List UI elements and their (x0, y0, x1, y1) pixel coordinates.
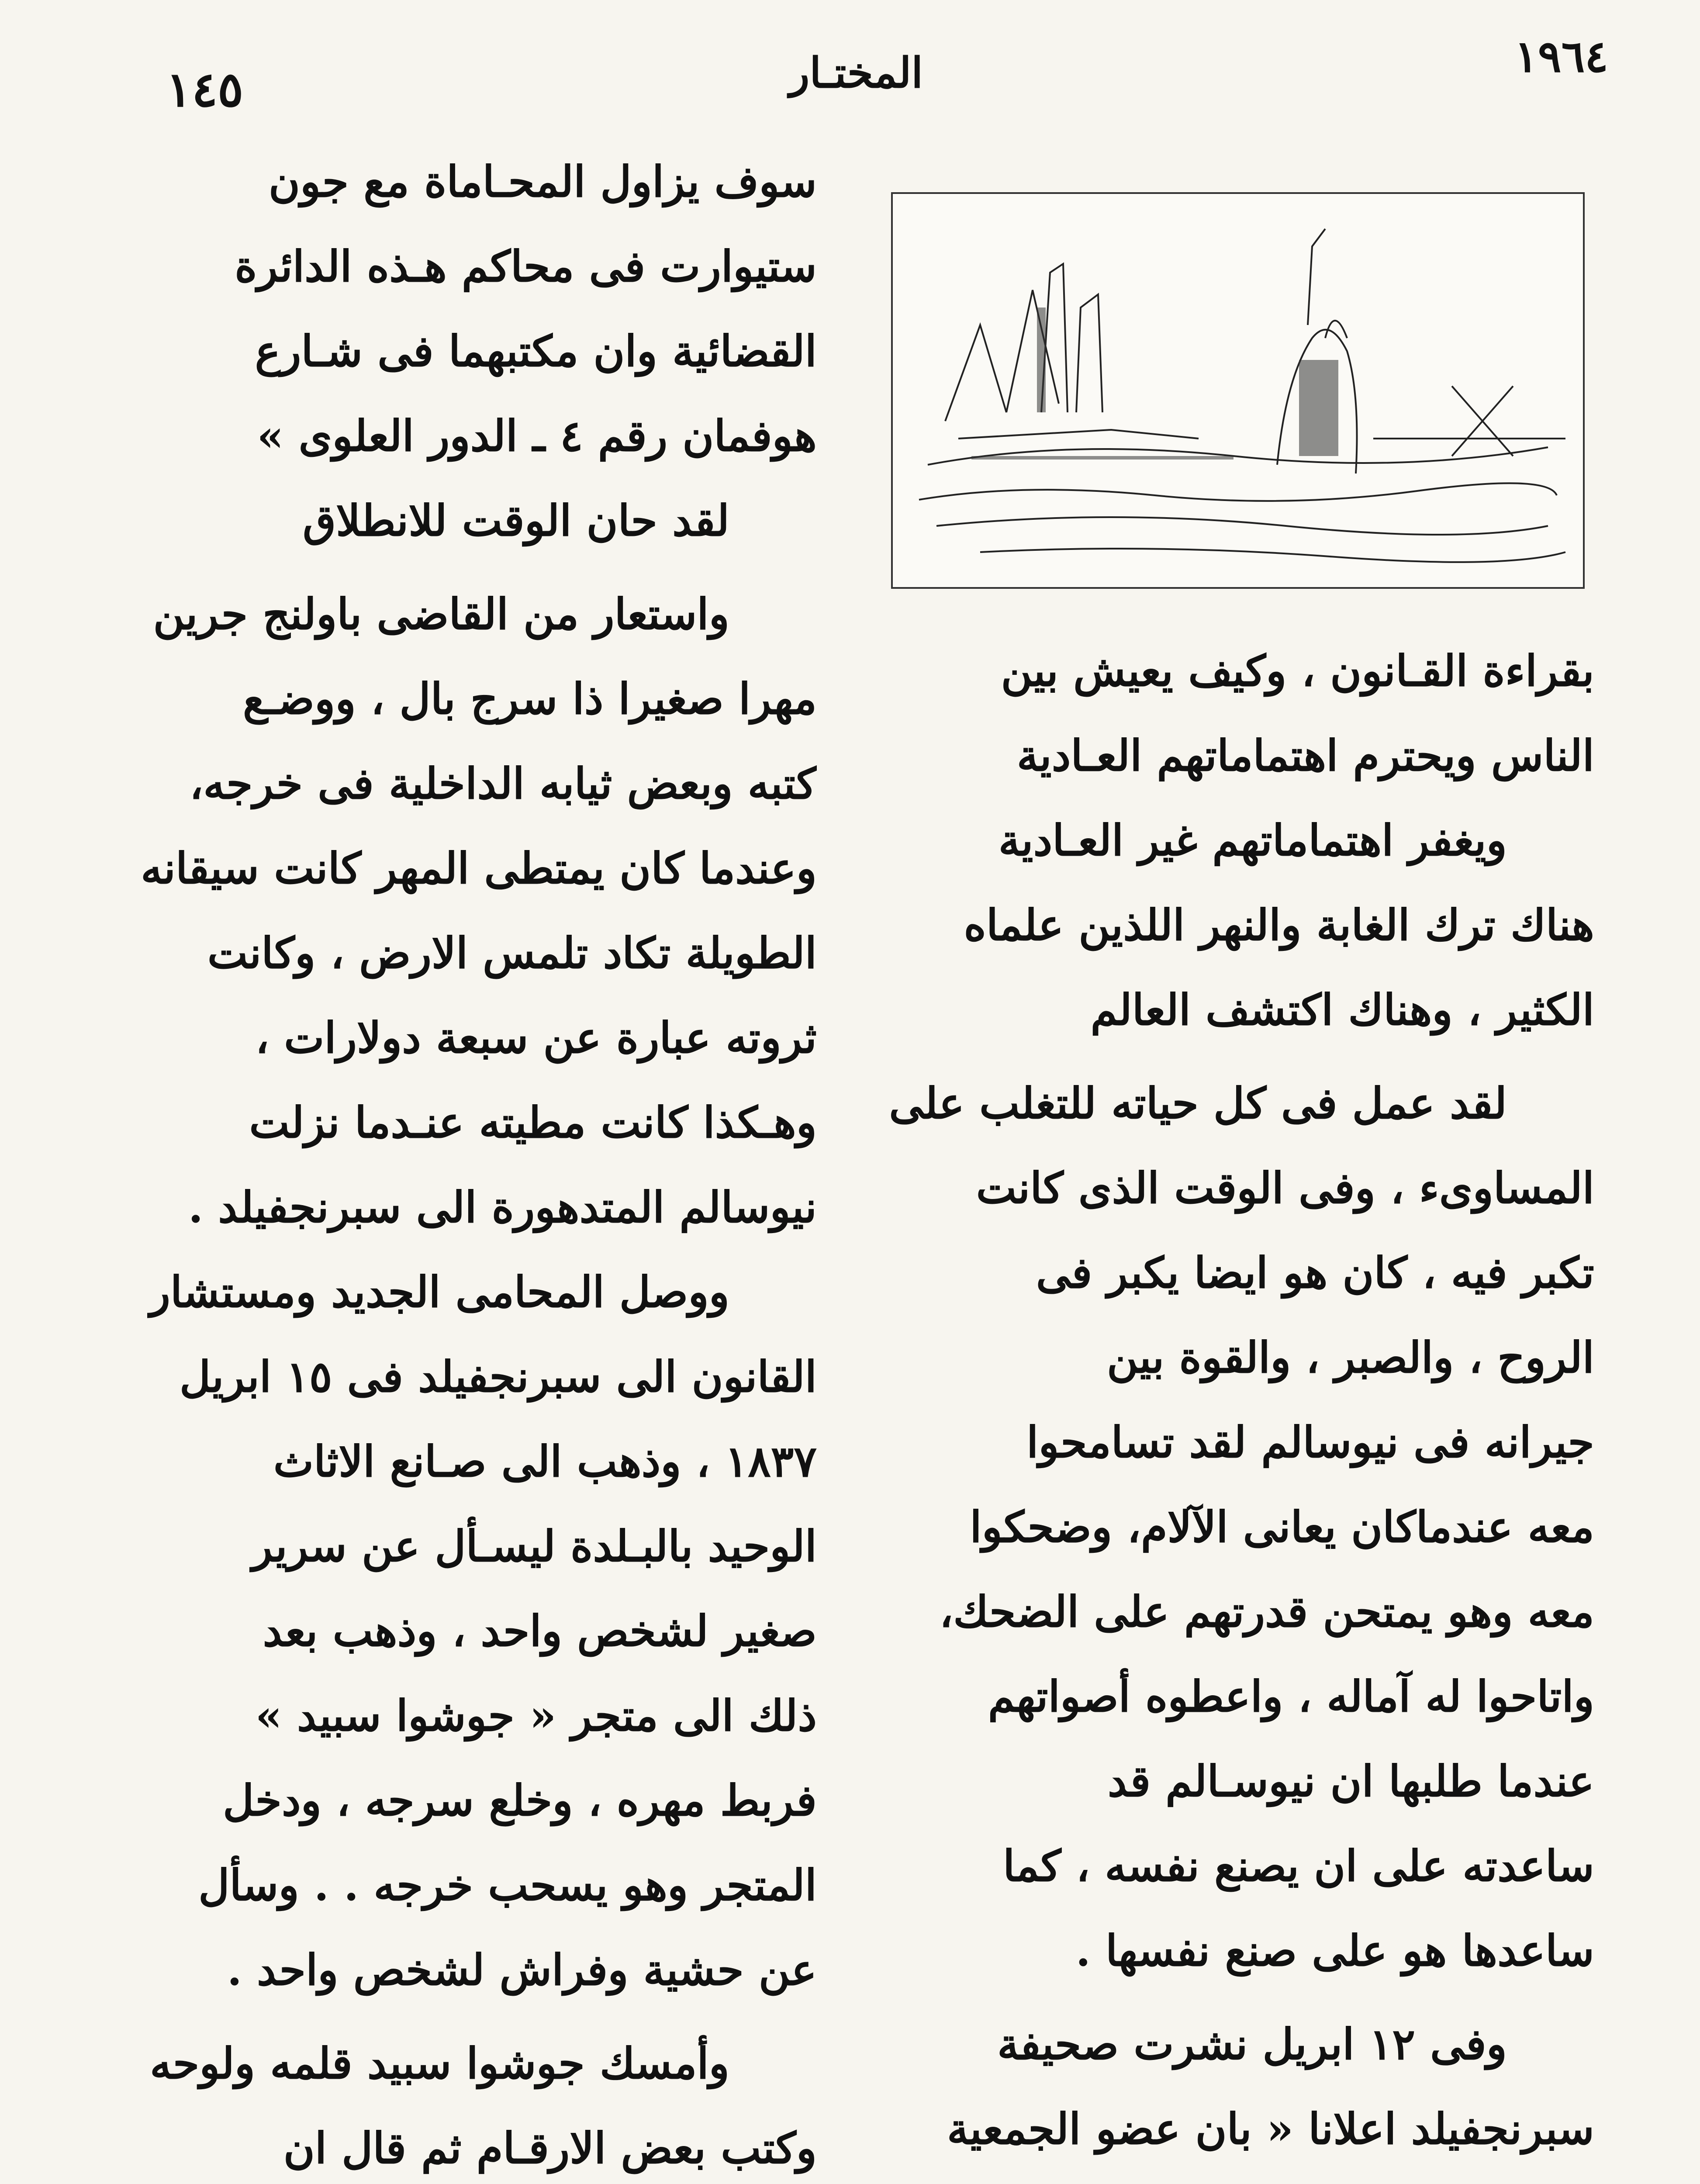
text-line: ساعدها هو على صنع نفسها . (1075, 1926, 1594, 1976)
text-line: عندما طلبها ان نيوسـالم قد (1107, 1756, 1594, 1807)
text-line: ذلك الى متجر « جوشوا سبيد » (255, 1691, 817, 1741)
page-header (0, 0, 1700, 117)
text-line: وفى ١٢ ابريل نشرت صحيفة (997, 2019, 1507, 2070)
text-line: ستيوارت فى محاكم هـذه الدائرة (235, 242, 817, 292)
text-line: مهرا صغيرا ذا سرج بال ، ووضـع (242, 674, 817, 724)
text-line: سبرنجفيلد اعلانا « بان عضو الجمعية (947, 2104, 1594, 2154)
text-line: ووصل المحامى الجديد ومستشار (149, 1267, 729, 1317)
text-line: ساعدته على ان يصنع نفسه ، كما (1003, 1841, 1594, 1891)
text-line: لقد حان الوقت للانطلاق (303, 496, 729, 546)
text-line: جيرانه فى نيوسالم لقد تسامحوا (1026, 1417, 1594, 1468)
page-number: ١٤٥ (166, 61, 244, 117)
text-line: وهـكذا كانت مطيته عنـدما نزلت (249, 1098, 817, 1148)
text-line: صغير لشخص واحد ، وذهب بعد (263, 1606, 817, 1656)
text-line: المساوىء ، وفى الوقت الذى كانت (976, 1163, 1594, 1213)
text-line: نيوسالم المتدهورة الى سبرنجفيلد . (188, 1182, 817, 1233)
text-line: سوف يزاول المحـاماة مع جون (268, 157, 817, 207)
year-label: ١٩٦٤ (1514, 31, 1608, 82)
text-line: المتجر وهو يسحب خرجه . . وسأل (198, 1860, 817, 1911)
text-line: الناس ويحترم اهتماماتهم العـادية (1016, 731, 1594, 781)
text-line: لقد عمل فى كل حياته للتغلب على (889, 1078, 1507, 1129)
text-line: ويغفر اهتماماتهم غير العـادية (998, 816, 1507, 866)
magazine-title: المختـار (789, 48, 923, 97)
text-line: القانون الى سبرنجفيلد فى ١٥ ابريل (180, 1352, 817, 1402)
text-line: تكبر فيه ، كان هو ايضا يكبر فى (1036, 1248, 1594, 1298)
text-line: واتاحوا له آماله ، واعطوه أصواتهم (988, 1672, 1594, 1722)
text-line: وكتب بعض الارقـام ثم قال ان (283, 2123, 817, 2174)
text-line: فربط مهره ، وخلع سرجه ، ودخل (223, 1776, 817, 1826)
text-line: واستعار من القاضى باولنج جرين (153, 589, 729, 639)
text-line (874, 2172, 1594, 2184)
text-line: الطويلة تكاد تلمس الارض ، وكانت (207, 928, 817, 978)
text-line: وأمسك جوشوا سبيد قلمه ولوحه (150, 2039, 729, 2089)
text-line: عن حشية وفراش لشخص واحد . (227, 1945, 817, 1995)
text-line: الروح ، والصبر ، والقوة بين (1106, 1333, 1594, 1383)
text-line: ١٨٣٧ ، وذهب الى صـانع الاثاث (273, 1437, 817, 1487)
right-column-text (874, 629, 1594, 2184)
text-line: هوفمان رقم ٤ ـ الدور العلوى » (257, 411, 817, 461)
text-line: الكثير ، وهناك اكتشف العالم (1090, 985, 1594, 1035)
left-column-text (100, 140, 817, 2184)
text-line: بقراءة القـانون ، وكيف يعيش بين (1001, 646, 1594, 696)
sketch-illustration (891, 192, 1585, 589)
sketch-drawing (893, 194, 1583, 587)
text-line: كتبه وبعض ثيابه الداخلية فى خرجه، (189, 759, 817, 809)
text-line: هناك ترك الغابة والنهر اللذين علماه (964, 900, 1594, 950)
text-line: وعندما كان يمتطى المهر كانت سيقانه (141, 843, 817, 894)
text-line: معه عندماكان يعانى الآلام، وضحكوا (970, 1502, 1594, 1552)
text-line: القضائية وان مكتبهما فى شـارع (255, 326, 817, 377)
text-line: ثروته عبارة عن سبعة دولارات ، (255, 1013, 817, 1063)
text-line: معه وهو يمتحن قدرتهم على الضحك، (939, 1587, 1594, 1637)
text-line: الوحيد بالبـلدة ليسـأل عن سرير (252, 1521, 817, 1572)
